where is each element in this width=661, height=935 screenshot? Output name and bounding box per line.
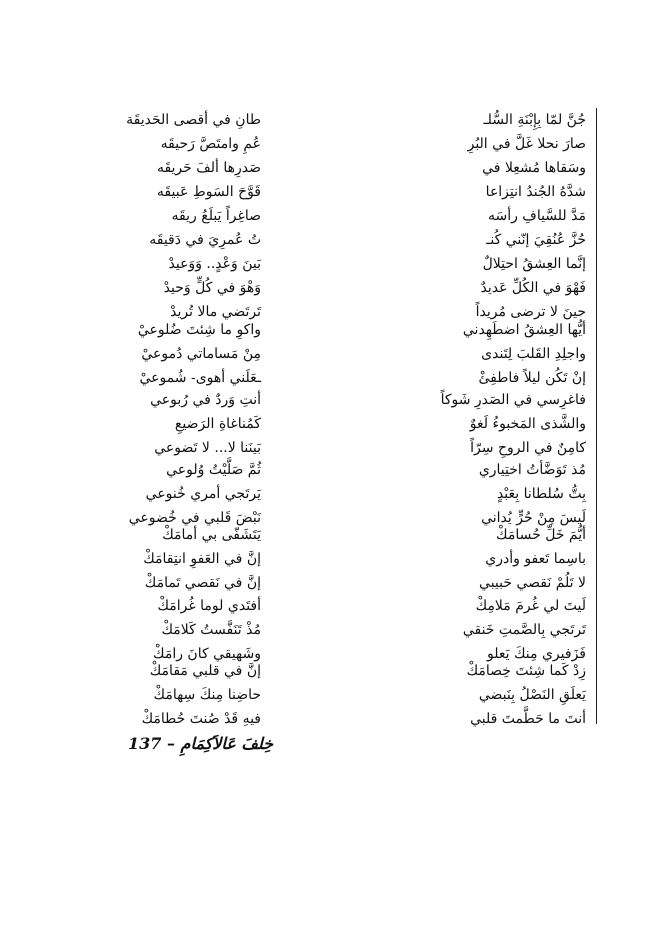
verse-line-right: شدَّهُ الجُندُ انتِزاعا [485,184,586,200]
verse-line-left: بَينَ وَعْدٍ.. وَوَعيدْ [168,256,261,272]
verse-line-left: صاغِراً يَبلَعُ ريقَه [171,208,261,224]
verse-line-right: لَيتَ لي غُرمَ مَلامِكْ [475,598,586,614]
verse-line-left: أفتَدي لوما غُرامَكْ [157,598,261,614]
verse-line-left: عُمِ وامتَصَّ رَحيقَه [160,136,261,152]
verse-line-right: تَرتَجي بِالصَّمتِ خَنقي [462,622,586,638]
verse-line-right: إنَّما العِشقُ احتِلالٌ [482,256,586,272]
verse-line-left: قَوَّحَ السَوطِ عَبيقَه [156,184,261,200]
poem-stanza [0,180,661,252]
poem-stanza [0,318,661,390]
verse-line-left: يَتَشَفّى بي أمامَكْ [162,527,261,543]
poem-stanza [0,252,661,324]
verse-line-left: أنتِ وَردٌ في رُبوعي [150,392,261,408]
verse-line-right: حُزَّ عُنُقِيَ إنّني كُنـ [486,232,586,248]
verse-line-left: وَهْوَ في كُلٍّ وَحيدْ [163,280,261,296]
poem-stanza [0,594,661,666]
verse-line-left: إنَّ في العَفوِ انتِقامَكْ [143,551,261,567]
verse-line-left: إنَّ في قلبي مَقامَكْ [149,663,261,679]
verse-line-left: حاضِنا مِنكَ سِهامَكْ [153,687,261,703]
verse-line-right: صارَ نحلا غَلَّ في البُرِ [467,136,586,152]
verse-line-right: لَيسَ مِنْ حُرٍّ يُداني [481,510,586,526]
verse-line-left: يَرتَجي أمري خُنوعي [145,486,261,502]
verse-line-right: جُنَّ لمّا بِإِبْنَةِ السُّلـ [483,112,586,128]
verse-line-left: طانِ في أقصى الحَديقَة [126,112,261,128]
verse-line-right: يَعلَقِ النَصْلُ بِنَبضي [478,687,586,703]
page-footer: خِلفَ عَالاَكِمَامِ – 137 [128,734,274,753]
poem-stanza [0,108,661,180]
verse-line-right: والشَّذى المَخبوءُ لَغوٌ [469,416,586,432]
verse-line-left: وشَهيقي كانَ رامَكْ [153,646,261,662]
poem-stanza [0,659,661,731]
verse-line-right: واجلِدِ القَلبَ لِتَندى [481,346,586,362]
verse-line-right: أنتَ ما حَطَّمتَ قلبي [470,711,586,727]
poem-stanza [0,388,661,460]
verse-line-right: أيُّها العِشقُ اضطَهِدني [462,322,586,338]
verse-line-left: صَدرِها ألفَ حَريقَه [156,160,261,176]
verse-line-left: ثُمَّ صَلَّيْتُ وُلوعي [166,462,261,478]
verse-line-left: بَينَنا لا... لا تَضوعي [154,440,261,456]
verse-line-right: إنْ تَكُن ليلاً فاطفِئْ [478,370,586,386]
verse-line-left: تَرتَضي مالا تُريدْ [170,304,261,320]
verse-line-right: أيُّمَ خَلِّ حُسامَكْ [496,527,586,543]
verse-line-left: تُ عُمرِيَ في دَقيقَه [149,232,261,248]
verse-line-right: فاغرِسي في الصَدرِ شَوكاً [440,392,586,408]
verse-line-left: مُذْ تَنَفَّستُ كَلامَكْ [161,622,261,638]
verse-line-right: لا تَلُمْ نَقصي حَبيبي [479,575,586,591]
verse-line-right: وسَقاها مُشعِلا في [482,160,586,176]
verse-line-left: ـعَلَني أهوى- شُموعيْ [139,370,261,386]
verse-line-right: فَزَفيري مِنكَ يَعلو [487,646,586,662]
verse-line-right: كامِنٌ في الروحِ سِرّاً [470,440,586,456]
verse-line-right: زِدْ كَما شِئتَ خِصامَكْ [466,663,586,679]
verse-line-left: إنَّ في نَقصي تَمامَكْ [144,575,261,591]
verse-line-left: مِنْ مَساماتي دُموعيْ [141,346,261,362]
verse-line-right: مَدَّ للسَّيافِ رأسَه [487,208,586,224]
verse-line-left: واكوِ ما شِئتَ ضُلوعيْ [137,322,261,338]
verse-line-right: باسِما تَعفو وأدري [485,551,586,567]
verse-line-right: بِتُّ سُلطانا بِعَبْدٍ [496,486,586,502]
verse-line-right: حينَ لا ترضى مُريداً [475,304,586,320]
verse-line-left: كَمُناغاةِ الرَضيعِ [174,416,261,432]
verse-line-right: مُذ تَوَضَّأتُ اختِياري [478,462,586,478]
verse-line-right: فَهْوَ في الكُلِّ عَديدٌ [480,280,586,296]
verse-line-left: نَبْضَ قَلبي في خُضوعي [128,510,261,526]
verse-line-left: فيهِ قَدْ صُنتَ حُطامَكْ [141,711,261,727]
poem-stanza [0,458,661,530]
poem-stanza [0,523,661,595]
